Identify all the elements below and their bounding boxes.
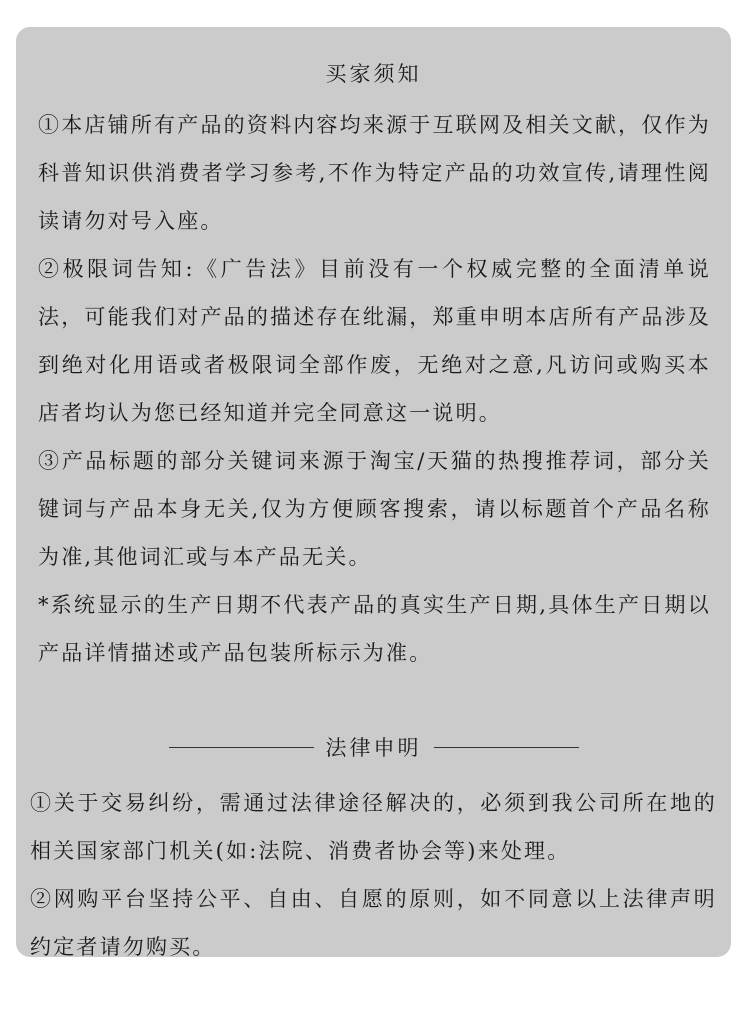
legal-statement-body	[28, 779, 717, 971]
notice-paragraph-3: ③产品标题的部分关键词来源于淘宝/天猫的热搜推荐词，部分关键词与产品本身无关,仅为方便顾客搜索，请以标题首个产品名称为准,其他词汇或与本产品无关。	[38, 449, 711, 569]
notice-paragraph-1: ①本店铺所有产品的资料内容均来源于互联网及相关文献，仅作为科普知识供消费者学习参考,不作为特定产品的功效宣传,请理性阅读请勿对号入座。	[38, 113, 711, 233]
header-divider-left	[169, 747, 314, 748]
legal-paragraph-1: ①关于交易纠纷，需通过法律途径解决的，必须到我公司所在地的相关国家部门机关(如:法院、消费者协会等)来处理。	[30, 791, 717, 863]
production-date-note: *系统显示的生产日期不代表产品的真实生产日期,具体生产日期以产品详情描述或产品包装所标示为准。	[38, 593, 711, 665]
notice-card	[16, 27, 731, 957]
header-divider-right	[434, 747, 579, 748]
buyer-notice-title: 买家须知	[325, 62, 422, 86]
legal-statement-title: 法律申明	[325, 736, 422, 760]
legal-statement-header	[36, 725, 711, 769]
legal-paragraph-2: ②网购平台坚持公平、自由、自愿的原则，如不同意以上法律声明约定者请勿购买。	[30, 887, 717, 959]
section-spacer	[36, 677, 711, 725]
notice-paragraph-2: ②极限词告知:《广告法》目前没有一个权威完整的全面清单说法，可能我们对产品的描述存在纰漏，郑重申明本店所有产品涉及到绝对化用语或者极限词全部作废，无绝对之意,凡访问或购买本店者均认为您已经知道并完全同意这一说明。	[38, 257, 711, 425]
